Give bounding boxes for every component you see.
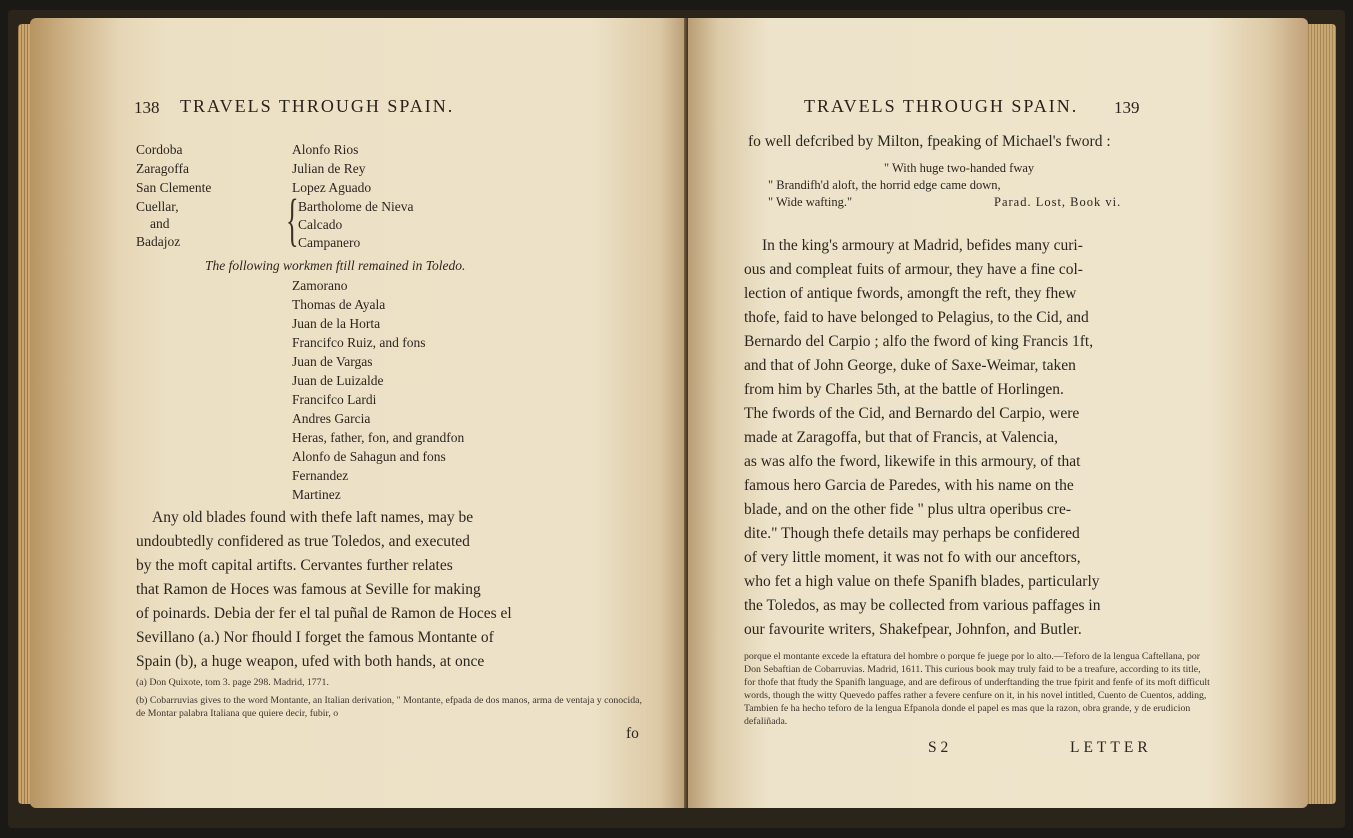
page-number-right: 139 — [1114, 98, 1140, 117]
list-item: Thomas de Ayala — [292, 297, 386, 312]
page-edges-right — [1306, 24, 1336, 804]
text-line: Bernardo del Carpio ; alfo the fword of king Francis 1ft, — [744, 333, 1094, 350]
list-item: Juan de Luizalde — [292, 373, 384, 388]
text-line: by the moft capital artifts. Cervantes further relates — [136, 557, 453, 574]
text-line: of poinards. Debia der fer el tal puñal de Ramon de Hoces el — [136, 605, 512, 622]
footnote-b: (b) Cobarruvias gives to the word Montante, an Italian derivation, " Montante, efpada de dos manos, arma de ventaja y conocida, de Montar palabra Italiana que quiere decir, fubir, o — [136, 695, 642, 719]
text-line: that Ramon de Hoces was famous at Seville for making — [136, 581, 481, 598]
list-item: Zamorano — [292, 278, 348, 293]
quote-line: " With huge two-handed fway — [884, 161, 1035, 175]
text-line: ous and compleat fuits of armour, they have a fine col- — [744, 261, 1083, 278]
text-line: Spain (b), a huge weapon, ufed with both hands, at once — [136, 653, 485, 670]
text-line: our favourite writers, Shakefpear, Johnfon, and Butler. — [744, 621, 1082, 638]
quote-line: " Wide wafting." — [768, 195, 853, 209]
left-page — [30, 18, 688, 808]
running-header-right: TRAVELS THROUGH SPAIN. — [804, 96, 1079, 116]
catchword-right: LETTER — [1070, 739, 1152, 756]
list-item: Alonfo Rios — [292, 142, 359, 157]
list-item: Juan de la Horta — [292, 316, 381, 331]
brace-glyph: { — [286, 187, 299, 252]
list-item: Calcado — [298, 217, 343, 232]
text-line: who fet a high value on thefe Spanifh blades, particularly — [744, 573, 1100, 590]
text-line: dite." Though thefe details may perhaps be confidered — [744, 525, 1080, 542]
list-item: Lopez Aguado — [292, 180, 372, 195]
list-item: Fernandez — [292, 468, 349, 483]
list-item: Francifco Ruiz, and fons — [292, 335, 426, 350]
list-item: Cordoba — [136, 142, 183, 157]
text-line: Sevillano (a.) Nor fhould I forget the famous Montante of — [136, 629, 494, 646]
text-line: made at Zaragoffa, but that of Francis, at Valencia, — [744, 429, 1059, 446]
catchword-left: fo — [626, 725, 639, 742]
text-line: the Toledos, as may be collected from various paffages in — [744, 597, 1101, 614]
text-line: The fwords of the Cid, and Bernardo del Carpio, were — [744, 405, 1080, 422]
text-line: blade, and on the other fide " plus ultra operibus cre- — [744, 501, 1071, 518]
list-item: Andres Garcia — [292, 411, 371, 426]
signature-mark: S 2 — [928, 739, 949, 756]
list-item: San Clemente — [136, 180, 212, 195]
workmen-heading: The following workmen ftill remained in Toledo. — [205, 258, 466, 273]
text-line: and that of John George, duke of Saxe-Weimar, taken — [744, 357, 1076, 374]
list-item: Badajoz — [136, 234, 181, 249]
text-line: thofe, faid to have belonged to Pelagius, to the Cid, and — [744, 309, 1089, 326]
list-item: and — [150, 216, 170, 231]
text-line: from him by Charles 5th, at the battle of Horlingen. — [744, 381, 1064, 398]
list-item: Campanero — [298, 235, 361, 250]
quote-source: Parad. Lost, Book vi. — [994, 195, 1122, 209]
quote-line: " Brandifh'd aloft, the horrid edge came down, — [768, 178, 1001, 192]
footnote-a: (a) Don Quixote, tom 3. page 298. Madrid, 1771. — [136, 677, 329, 688]
intro-line: fo well defcribed by Milton, fpeaking of Michael's fword : — [748, 133, 1111, 150]
text-line: Any old blades found with thefe laft names, may be — [152, 509, 474, 526]
running-header-left: TRAVELS THROUGH SPAIN. — [180, 96, 455, 116]
list-item: Martinez — [292, 487, 341, 502]
text-line: famous hero Garcia de Paredes, with his name on the — [744, 477, 1074, 494]
list-item: Heras, father, fon, and grandfon — [292, 430, 465, 445]
list-item: Juan de Vargas — [292, 354, 373, 369]
list-item: Zaragoffa — [136, 161, 189, 176]
list-item: Julian de Rey — [292, 161, 366, 176]
footnote-right: porque el montante excede la eftatura del hombre o porque fe juege por lo alto.—Teforo de la lengua Caftellana, por Don Sebaftian de Cobarruvias. Madrid, 1611. This curious book may truly faid to be a treafure, according to its title, for thofe that ftudy the Spanifh language, and are defirous of underftanding the true fpirit and fenfe of its moft difficult words, though the witty Quevedo paffes rather a fevere cenfure on it, in his novel intitled, Cuento de Cuentos, adding, Tambien fe ha hecho teforo de la lengua Efpanola donde el papel es mas que la razon, obra grande, y de erudicion defaliñada. — [744, 651, 1210, 727]
text-line: of very little moment, it was not fo with our anceftors, — [744, 549, 1081, 566]
text-line: undoubtedly confidered as true Toledos, and executed — [136, 533, 470, 550]
list-item: Alonfo de Sahagun and fons — [292, 449, 446, 464]
list-item: Cuellar, — [136, 199, 179, 214]
text-line: lection of antique fwords, amongft the reft, they fhew — [744, 285, 1077, 302]
page-number-left: 138 — [134, 98, 160, 117]
text-line: as was alfo the fword, likewife in this armoury, of that — [744, 453, 1081, 470]
text-line: In the king's armoury at Madrid, befides many curi- — [762, 237, 1083, 254]
list-item: Bartholome de Nieva — [298, 199, 414, 214]
right-page — [688, 18, 1308, 808]
list-item: Francifco Lardi — [292, 392, 377, 407]
